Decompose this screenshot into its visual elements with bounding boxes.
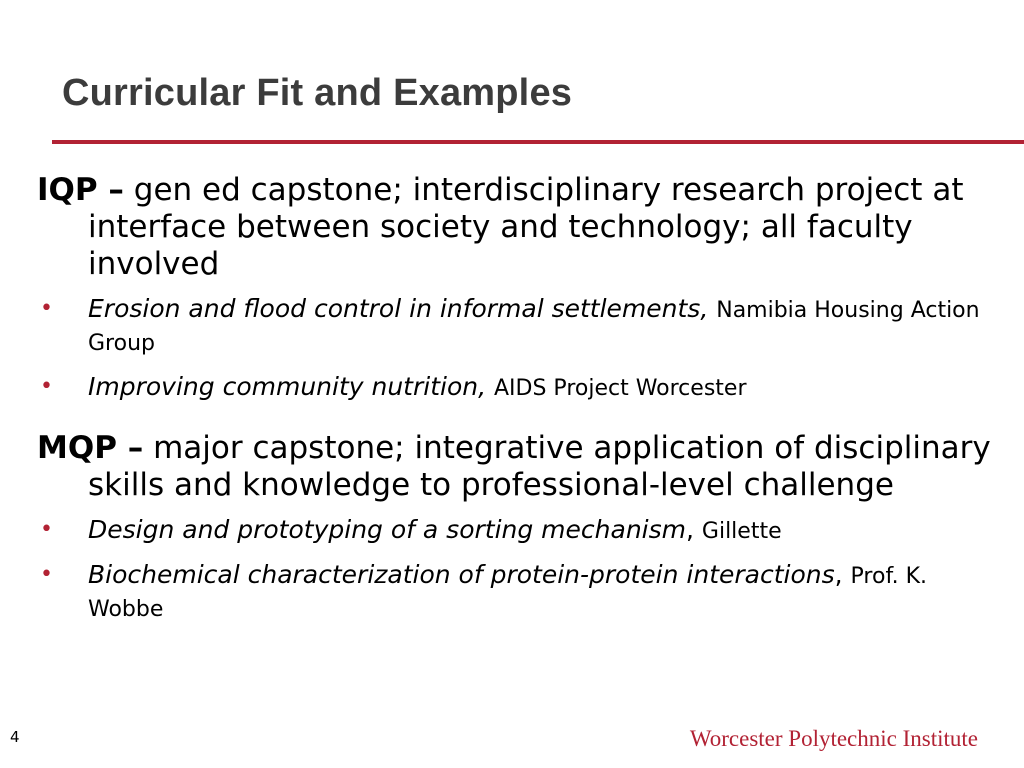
slide-title: Curricular Fit and Examples [62,72,573,114]
example-title: Biochemical characterization of protein-protein interactions [88,560,835,589]
example-title: Erosion and flood control in informal settlements, [88,294,709,323]
list-item [37,559,997,625]
mqp-examples [37,514,997,625]
list-item [37,293,997,359]
example-organization: Namibia Housing Action Group [88,298,980,356]
iqp-heading [37,172,997,283]
iqp-label: IQP – [37,172,124,208]
example-title: Design and prototyping of a sorting mechanism [88,515,686,544]
example-organization: AIDS Project Worcester [494,376,747,401]
mqp-description: major capstone; integrative application of disciplinary skills and knowledge to professional-level challenge [88,430,991,503]
mqp-heading [37,430,997,504]
title-divider [52,140,1024,144]
bullet-icon: • [40,296,53,321]
page-number: 4 [10,728,20,746]
iqp-examples [37,293,997,404]
example-title: Improving community nutrition, [88,372,487,401]
example-organization: Prof. K. Wobbe [88,564,927,622]
example-separator: , [834,560,843,589]
footer-institution-name: Worcester Polytechnic Institute [689,726,978,751]
bullet-icon: • [40,374,53,399]
slide-content [37,172,997,637]
example-separator: , [686,515,694,544]
mqp-label: MQP – [37,430,144,466]
example-organization: Gillette [701,519,782,544]
iqp-description: gen ed capstone; interdisciplinary research project at interface between society and technology; all faculty involved [88,172,964,282]
bullet-icon: • [40,562,53,587]
list-item [37,514,997,547]
bullet-icon: • [40,517,53,542]
list-item [37,371,997,404]
